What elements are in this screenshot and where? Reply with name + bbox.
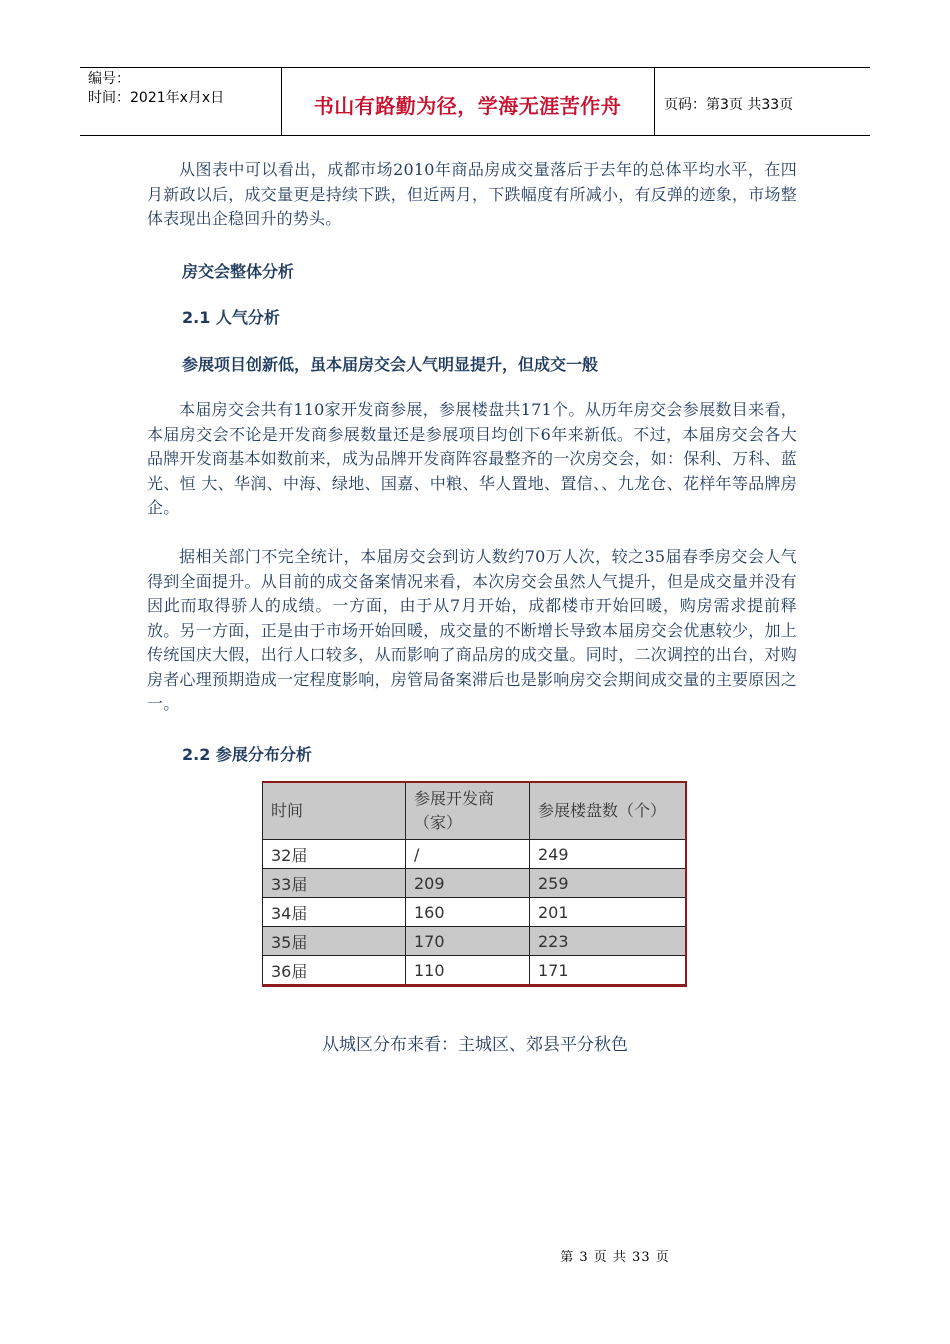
heading-overall-analysis: 房交会整体分析 (182, 262, 295, 281)
district-caption: 从城区分布来看：主城区、郊县平分秋色 (322, 1035, 628, 1055)
heading-subtitle: 参展项目创新低，虽本届房交会人气明显提升，但成交一般 (182, 355, 599, 374)
table-row (263, 956, 687, 986)
table-row (263, 927, 687, 956)
table-row (263, 840, 687, 869)
table-cell: 223 (530, 927, 687, 956)
table-cell: 259 (530, 869, 687, 898)
table-header-row (263, 782, 687, 840)
table-cell: 34届 (263, 898, 406, 927)
table-cell: 36届 (263, 956, 406, 986)
table-cell: 110 (406, 956, 530, 986)
header-date: 时间：2021年x月x日 (88, 90, 225, 106)
intro-paragraph: 从图表中可以看出，成都市场2010年商品房成交量落后于去年的总体平均水平，在四月新政以后，成交量更是持续下跌，但近两月，下跌幅度有所减小，有反弹的迹象，市场整体表现出企稳回升的势头。 (147, 160, 797, 228)
heading-section-2-1: 2.1 人气分析 (182, 308, 280, 327)
header-page-number: 页码：第3页 共33页 (664, 97, 794, 113)
header-code: 编号： (88, 71, 130, 87)
header-top-rule (80, 67, 870, 68)
table-cell: 201 (530, 898, 687, 927)
header-meta (88, 70, 224, 108)
table-cell: 170 (406, 927, 530, 956)
table-cell: 249 (530, 840, 687, 869)
paragraph-visitors: 据相关部门不完全统计，本届房交会到访人数约70万人次，较之35届春季房交会人气得到全面提升。从目前的成交备案情况来看，本次房交会虽然人气提升，但是成交量并没有因此而取得骄人的成绩。一方面，由于从7月开始，成都楼市开始回暖，购房需求提前释放。另一方面，正是由于市场开始回暖，成交量的不断增长导致本届房交会优惠较少，加上传统国庆大假，出行人口较多，从而影响了商品房的成交量。同时，二次调控的出台，对购房者心理预期造成一定程度影响，房管局备案滞后也是影响房交会期间成交量的主要原因之一。 (147, 547, 797, 713)
table-cell: 160 (406, 898, 530, 927)
heading-section-2-2: 2.2 参展分布分析 (182, 745, 312, 764)
table-cell: 209 (406, 869, 530, 898)
table-cell: 35届 (263, 927, 406, 956)
table-header-cell: 参展开发商（家） (406, 782, 530, 840)
table-cell: / (406, 840, 530, 869)
exhibition-table (262, 781, 687, 987)
table-cell: 32届 (263, 840, 406, 869)
paragraph-exhibitors: 本届房交会共有110家开发商参展，参展楼盘共171个。从历年房交会参展数目来看，本届房交会不论是开发商参展数量还是参展项目均创下6年来新低。不过，本届房交会各大品牌开发商基本如数前来，成为品牌开发商阵容最整齐的一次房交会，如：保利、万科、蓝光、恒 大、华润、中海、绿地、国嘉、中粮、华人置地、置信、、九龙仓、花样年等品牌房企。 (147, 400, 797, 517)
page-footer: 第 3 页 共 33 页 (560, 1250, 670, 1265)
header-bottom-rule (80, 135, 870, 136)
table-cell: 33届 (263, 869, 406, 898)
table-cell: 171 (530, 956, 687, 986)
table-row (263, 869, 687, 898)
table-row (263, 898, 687, 927)
table-header-cell: 时间 (263, 782, 406, 840)
table-header-cell: 参展楼盘数（个） (530, 782, 687, 840)
header-motto: 书山有路勤为径，学海无涯苦作舟 (313, 94, 622, 118)
header-divider-right (654, 67, 655, 136)
